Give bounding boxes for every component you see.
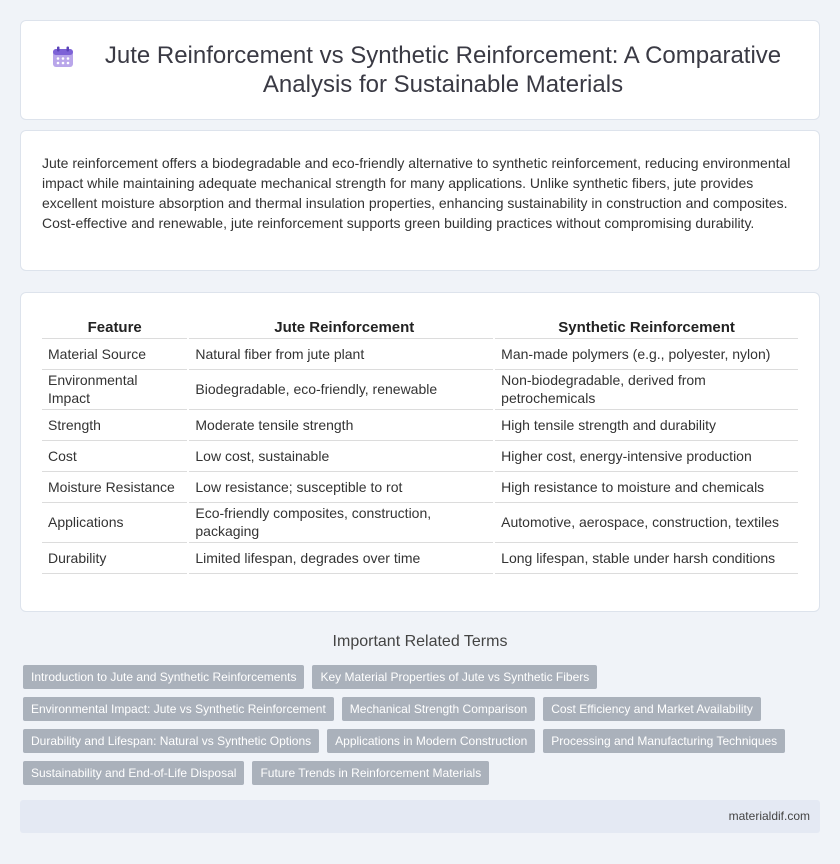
header-synthetic: Synthetic Reinforcement xyxy=(495,315,798,338)
related-term-tag[interactable]: Applications in Modern Construction xyxy=(327,729,535,753)
table-row xyxy=(42,440,798,471)
table-row xyxy=(42,409,798,440)
feature-cell: Material Source xyxy=(42,338,187,369)
table-row xyxy=(42,338,798,369)
comparison-table-card xyxy=(20,292,820,612)
summary-card xyxy=(20,130,820,271)
related-term-tag[interactable]: Introduction to Jute and Synthetic Reinforcements xyxy=(23,665,304,689)
related-term-tag[interactable]: Processing and Manufacturing Techniques xyxy=(543,729,785,753)
jute-cell: Moderate tensile strength xyxy=(189,409,493,440)
footer xyxy=(20,800,820,833)
related-terms-heading: Important Related Terms xyxy=(332,633,508,650)
related-terms-list xyxy=(23,665,823,793)
jute-cell: Low cost, sustainable xyxy=(189,440,493,471)
jute-cell: Limited lifespan, degrades over time xyxy=(189,542,493,573)
synthetic-cell: Non-biodegradable, derived from petrochemicals xyxy=(495,369,798,409)
jute-cell: Natural fiber from jute plant xyxy=(189,338,493,369)
synthetic-cell: Automotive, aerospace, construction, textiles xyxy=(495,502,798,542)
summary-text: Jute reinforcement offers a biodegradable and eco-friendly alternative to synthetic reinforcement, reducing environmental impact while maintaining adequate mechanical strength for many applications. Unlike synthetic fibers, jute provides excellent moisture absorption and thermal insulation properties, enhancing sustainability in construction and composites. Cost-effective and renewable, jute reinforcement supports green building practices without compromising durability. xyxy=(42,155,791,231)
feature-cell: Applications xyxy=(42,502,187,542)
table-row xyxy=(42,369,798,409)
related-term-tag[interactable]: Cost Efficiency and Market Availability xyxy=(543,697,761,721)
related-term-tag[interactable]: Durability and Lifespan: Natural vs Synthetic Options xyxy=(23,729,319,753)
related-term-tag[interactable]: Future Trends in Reinforcement Materials xyxy=(252,761,489,785)
calendar-icon xyxy=(51,45,75,69)
feature-cell: Moisture Resistance xyxy=(42,471,187,502)
header-jute: Jute Reinforcement xyxy=(189,315,493,338)
related-term-tag[interactable]: Environmental Impact: Jute vs Synthetic Reinforcement xyxy=(23,697,334,721)
feature-cell: Strength xyxy=(42,409,187,440)
related-term-tag[interactable]: Key Material Properties of Jute vs Synthetic Fibers xyxy=(312,665,597,689)
synthetic-cell: Long lifespan, stable under harsh conditions xyxy=(495,542,798,573)
footer-site-link[interactable]: materialdif.com xyxy=(728,809,810,823)
jute-cell: Low resistance; susceptible to rot xyxy=(189,471,493,502)
table-row xyxy=(42,471,798,502)
synthetic-cell: Man-made polymers (e.g., polyester, nylon) xyxy=(495,338,798,369)
synthetic-cell: High tensile strength and durability xyxy=(495,409,798,440)
jute-cell: Biodegradable, eco-friendly, renewable xyxy=(189,369,493,409)
header-feature: Feature xyxy=(42,315,187,338)
comparison-table xyxy=(42,315,798,574)
feature-cell: Environmental Impact xyxy=(42,369,187,409)
table-header-row xyxy=(42,315,798,338)
related-term-tag[interactable]: Sustainability and End-of-Life Disposal xyxy=(23,761,244,785)
title-card xyxy=(20,20,820,120)
feature-cell: Durability xyxy=(42,542,187,573)
related-term-tag[interactable]: Mechanical Strength Comparison xyxy=(342,697,535,721)
table-row xyxy=(42,502,798,542)
synthetic-cell: Higher cost, energy-intensive production xyxy=(495,440,798,471)
feature-cell: Cost xyxy=(42,440,187,471)
synthetic-cell: High resistance to moisture and chemicals xyxy=(495,471,798,502)
jute-cell: Eco-friendly composites, construction, packaging xyxy=(189,502,493,542)
table-row xyxy=(42,542,798,573)
page-title: Jute Reinforcement vs Synthetic Reinforcement: A Comparative Analysis for Sustainable Materials xyxy=(104,42,782,98)
